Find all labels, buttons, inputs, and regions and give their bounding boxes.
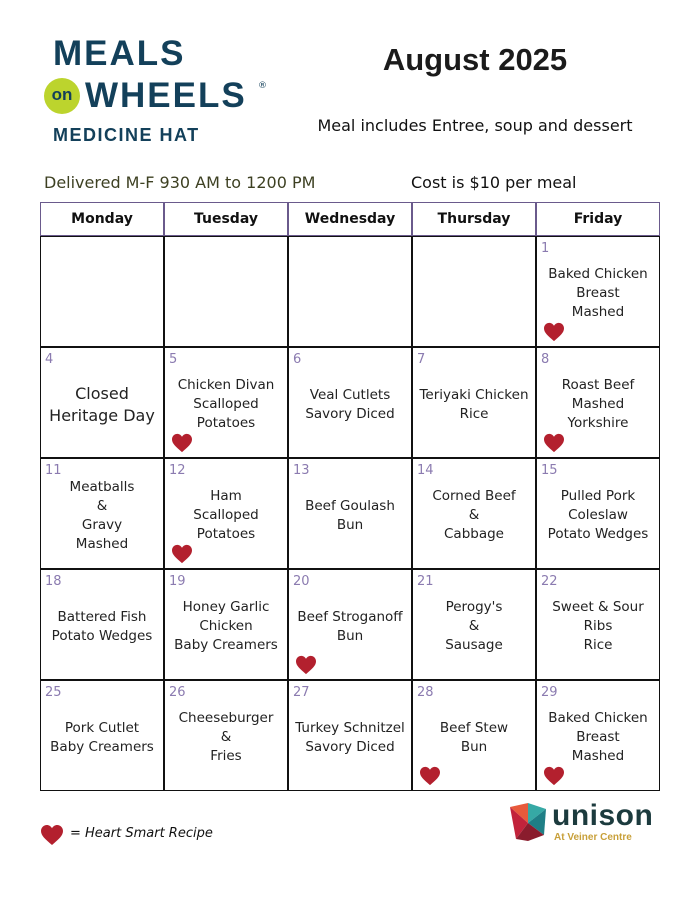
day-number: 5 xyxy=(169,352,178,367)
meal-line: Sausage xyxy=(445,637,503,653)
calendar-day-cell xyxy=(288,569,412,680)
calendar-day-cell xyxy=(412,458,536,569)
delivery-hours: Delivered M-F 930 AM to 1200 PM xyxy=(44,173,316,192)
day-number: 29 xyxy=(541,685,558,700)
day-number: 22 xyxy=(541,574,558,589)
day-number: 15 xyxy=(541,463,558,478)
meal-description xyxy=(289,681,411,790)
meal-line: Coleslaw xyxy=(568,507,628,523)
day-number: 28 xyxy=(417,685,434,700)
meal-line: Rice xyxy=(459,405,489,422)
meal-line: Baby Creamers xyxy=(174,637,278,653)
calendar-day-cell xyxy=(164,458,288,569)
meal-line: & xyxy=(220,729,232,745)
meal-line: Scalloped xyxy=(193,396,259,412)
unison-logo xyxy=(510,799,670,853)
meals-on-wheels-logo xyxy=(44,36,284,148)
meal-line: Pork Cutlet xyxy=(64,719,140,736)
meal-line: Ribs xyxy=(583,618,613,634)
meal-line: Closed xyxy=(75,383,129,403)
meal-line: & xyxy=(468,618,480,634)
meal-line: Bun xyxy=(336,627,364,644)
calendar-day-cell xyxy=(536,236,660,347)
calendar-day-cell xyxy=(40,569,164,680)
meal-line: & xyxy=(468,507,480,523)
meal-line: Breast xyxy=(576,285,620,301)
meal-description xyxy=(289,459,411,568)
calendar-day-cell xyxy=(164,347,288,458)
logo-on-badge: on xyxy=(44,78,80,114)
meal-line: Potato Wedges xyxy=(547,526,649,542)
meal-line: Fries xyxy=(210,748,242,764)
meal-line: Chicken Divan xyxy=(177,377,275,393)
calendar-day-cell xyxy=(288,680,412,791)
meal-line: Sweet & Sour xyxy=(552,599,644,615)
legend-text: = Heart Smart Recipe xyxy=(70,826,213,841)
meal-line: Chicken xyxy=(199,618,253,634)
calendar-day-cell xyxy=(288,347,412,458)
meal-description xyxy=(165,681,287,790)
meal-includes-note: Meal includes Entree, soup and dessert xyxy=(317,116,633,135)
meal-line: Pulled Pork xyxy=(560,488,636,504)
calendar-day-cell xyxy=(412,680,536,791)
meal-line: Breast xyxy=(576,729,620,745)
day-number: 14 xyxy=(417,463,434,478)
meal-description xyxy=(289,348,411,457)
meal-cost: Cost is $10 per meal xyxy=(411,173,577,192)
meal-line: Baby Creamers xyxy=(50,738,154,755)
heart-icon xyxy=(543,433,565,453)
meal-line: Perogy's xyxy=(445,599,503,615)
heart-icon xyxy=(419,766,441,786)
calendar-day-cell xyxy=(412,569,536,680)
meal-line: Mashed xyxy=(571,396,625,412)
meal-line: Mashed xyxy=(571,748,625,764)
meal-line: Savory Diced xyxy=(305,738,395,755)
day-number: 6 xyxy=(293,352,302,367)
meal-line: Cheeseburger xyxy=(178,710,274,726)
day-header-wednesday: Wednesday xyxy=(288,202,412,236)
meal-description xyxy=(537,459,659,568)
meal-line: & xyxy=(96,497,108,514)
meal-line: Mashed xyxy=(75,535,129,552)
menu-calendar xyxy=(40,202,660,792)
meal-description xyxy=(41,681,163,790)
calendar-day-cell xyxy=(536,347,660,458)
day-number: 7 xyxy=(417,352,426,367)
meal-line: Battered Fish xyxy=(57,608,147,625)
meal-description xyxy=(41,570,163,679)
meal-line: Roast Beef xyxy=(561,377,635,393)
day-number: 18 xyxy=(45,574,62,589)
meal-line: Honey Garlic xyxy=(182,599,270,615)
heart-icon xyxy=(543,322,565,342)
logo-line-medicine-hat: MEDICINE HAT xyxy=(53,125,200,145)
meal-line: Gravy xyxy=(81,516,123,533)
unison-mark-icon xyxy=(510,803,546,841)
meal-line: Rice xyxy=(583,637,613,653)
day-header-monday: Monday xyxy=(40,202,164,236)
meal-line: Cabbage xyxy=(444,526,504,542)
logo-line-wheels: WHEELS xyxy=(85,76,247,115)
meal-description xyxy=(41,459,163,568)
day-number: 21 xyxy=(417,574,434,589)
meal-line: Baked Chicken xyxy=(548,266,648,282)
meal-description xyxy=(413,459,535,568)
meal-line: Potatoes xyxy=(196,526,256,542)
calendar-day-cell xyxy=(536,680,660,791)
day-header-tuesday: Tuesday xyxy=(164,202,288,236)
meal-line: Scalloped xyxy=(193,507,259,523)
meal-line: Turkey Schnitzel xyxy=(295,719,405,736)
calendar-day-cell xyxy=(40,347,164,458)
meal-line: Beef Stroganoff xyxy=(297,608,403,625)
calendar-day-cell xyxy=(412,347,536,458)
meal-line: Mashed xyxy=(571,304,625,320)
meal-line: Savory Diced xyxy=(305,405,395,422)
meal-line: Bun xyxy=(336,516,364,533)
day-number: 27 xyxy=(293,685,310,700)
day-number: 12 xyxy=(169,463,186,478)
meal-line: Heritage Day xyxy=(49,405,155,425)
meal-line: Potatoes xyxy=(196,415,256,431)
meal-line: Ham xyxy=(210,488,242,504)
meal-line: Beef Stew xyxy=(439,719,509,736)
calendar-day-cell xyxy=(164,680,288,791)
calendar-day-cell xyxy=(40,458,164,569)
meal-line: Yorkshire xyxy=(567,415,629,431)
heart-icon xyxy=(40,824,64,846)
meal-description xyxy=(537,570,659,679)
day-number: 11 xyxy=(45,463,62,478)
heart-icon xyxy=(295,655,317,675)
meal-line: Meatballs xyxy=(69,478,135,495)
day-number: 8 xyxy=(541,352,550,367)
meal-description xyxy=(413,570,535,679)
day-number: 1 xyxy=(541,241,550,256)
day-header-friday: Friday xyxy=(536,202,660,236)
calendar-day-cell xyxy=(288,236,412,347)
meal-description xyxy=(165,570,287,679)
meal-description xyxy=(41,348,163,457)
logo-registered-mark: ® xyxy=(258,81,267,91)
calendar-day-cell xyxy=(288,458,412,569)
day-number: 20 xyxy=(293,574,310,589)
day-header-thursday: Thursday xyxy=(412,202,536,236)
calendar-day-cell xyxy=(536,458,660,569)
calendar-day-cell xyxy=(536,569,660,680)
calendar-day-cell xyxy=(164,569,288,680)
meal-line: Corned Beef xyxy=(432,488,516,504)
calendar-day-cell xyxy=(412,236,536,347)
unison-subtitle: At Veiner Centre xyxy=(554,832,632,843)
meal-description xyxy=(413,348,535,457)
page-title: August 2025 xyxy=(382,42,568,77)
meal-line: Beef Goulash xyxy=(305,497,395,514)
meal-line: Bun xyxy=(460,738,488,755)
day-number: 13 xyxy=(293,463,310,478)
heart-icon xyxy=(543,766,565,786)
meal-line: Teriyaki Chicken xyxy=(419,386,529,403)
logo-line-meals: MEALS xyxy=(53,34,186,73)
meal-line: Veal Cutlets xyxy=(309,386,391,403)
calendar-day-cell xyxy=(40,236,164,347)
calendar-day-cell xyxy=(40,680,164,791)
heart-icon xyxy=(171,544,193,564)
day-number: 19 xyxy=(169,574,186,589)
unison-name: unison xyxy=(552,799,654,832)
day-number: 4 xyxy=(45,352,54,367)
heart-icon xyxy=(171,433,193,453)
day-number: 25 xyxy=(45,685,62,700)
calendar-day-cell xyxy=(164,236,288,347)
day-number: 26 xyxy=(169,685,186,700)
meal-line: Baked Chicken xyxy=(548,710,648,726)
meal-line: Potato Wedges xyxy=(51,627,153,644)
